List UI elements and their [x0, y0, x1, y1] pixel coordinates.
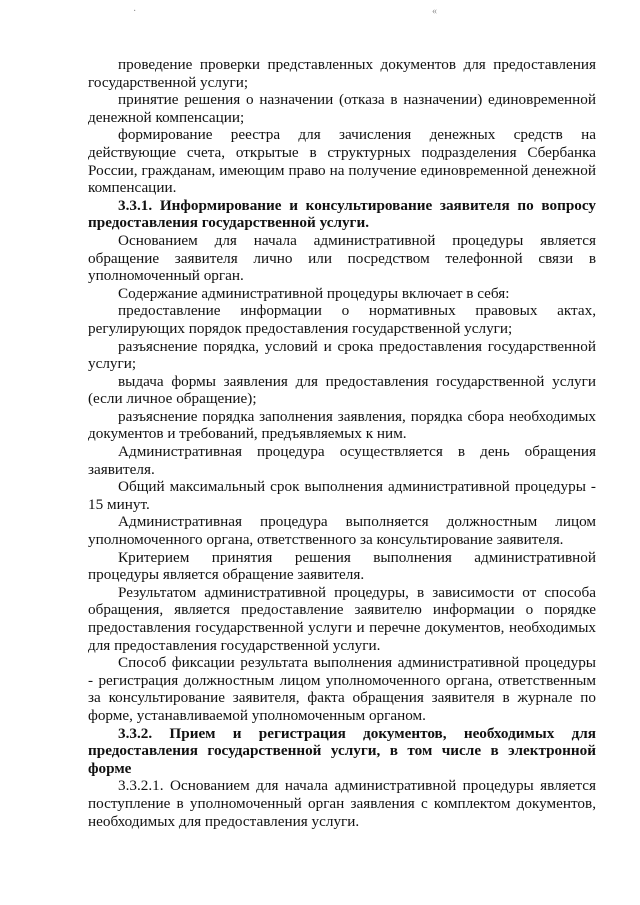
paragraph: Результатом административной процедуры, в зависимости от способа обращения, является предоставление заявителю информации о порядке предоставления государственной услуги и перечне документов, необходимых для предоставления государственной услуги.	[88, 583, 596, 654]
section-heading: 3.3.1. Информирование и консультирование заявителя по вопросу предоставления государственной услуги.	[88, 196, 596, 232]
paragraph: выдача формы заявления для предоставления государственной услуги (если личное обращение);	[88, 372, 596, 408]
paragraph: разъяснение порядка заполнения заявления, порядка сбора необходимых документов и требований, предъявляемых к ним.	[88, 407, 596, 443]
scan-mark-right: «	[432, 6, 437, 17]
document-text	[88, 56, 596, 830]
paragraph: формирование реестра для зачисления денежных средств на действующие счета, открытые в структурных подразделения Сбербанка России, гражданам, имеющим право на получение единовременной денежной компенсации.	[88, 126, 596, 197]
paragraph: 3.3.2.1. Основанием для начала административной процедуры является поступление в уполномоченный орган заявления с комплектом документов, необходимых для предоставления услуги.	[88, 777, 596, 830]
paragraph: разъяснение порядка, условий и срока предоставления государственной услуги;	[88, 337, 596, 373]
paragraph: Общий максимальный срок выполнения административной процедуры - 15 минут.	[88, 478, 596, 513]
paragraph: Способ фиксации результата выполнения административной процедуры - регистрация должностным лицом уполномоченного органа, ответственным за консультирование заявителя, факта обращения заявителя в журнале по форме, устанавливаемой уполномоченным органом.	[88, 654, 596, 724]
paragraph: проведение проверки представленных документов для предоставления государственной услуги;	[88, 56, 596, 91]
paragraph: Критерием принятия решения выполнения административной процедуры является обращение заявителя.	[88, 548, 596, 584]
section-heading: 3.3.2. Прием и регистрация документов, необходимых для предоставления государственной услуги, в том числе в электронной форме	[88, 724, 596, 777]
paragraph: Содержание административной процедуры включает в себя:	[118, 284, 510, 302]
paragraph: предоставление информации о нормативных правовых актах, регулирующих порядок предоставления государственной услуги;	[88, 302, 596, 337]
paragraph: Основанием для начала административной процедуры является обращение заявителя лично или посредством телефонной связи в уполномоченный орган.	[88, 231, 596, 285]
paragraph: принятие решения о назначении (отказа в назначении) единовременной денежной компенсации;	[88, 91, 596, 126]
scan-mark-left: ·	[133, 6, 137, 17]
paragraph: Административная процедура осуществляется в день обращения заявителя.	[88, 443, 596, 478]
paragraph: Административная процедура выполняется должностным лицом уполномоченного органа, ответственного за консультирование заявителя.	[88, 513, 596, 549]
